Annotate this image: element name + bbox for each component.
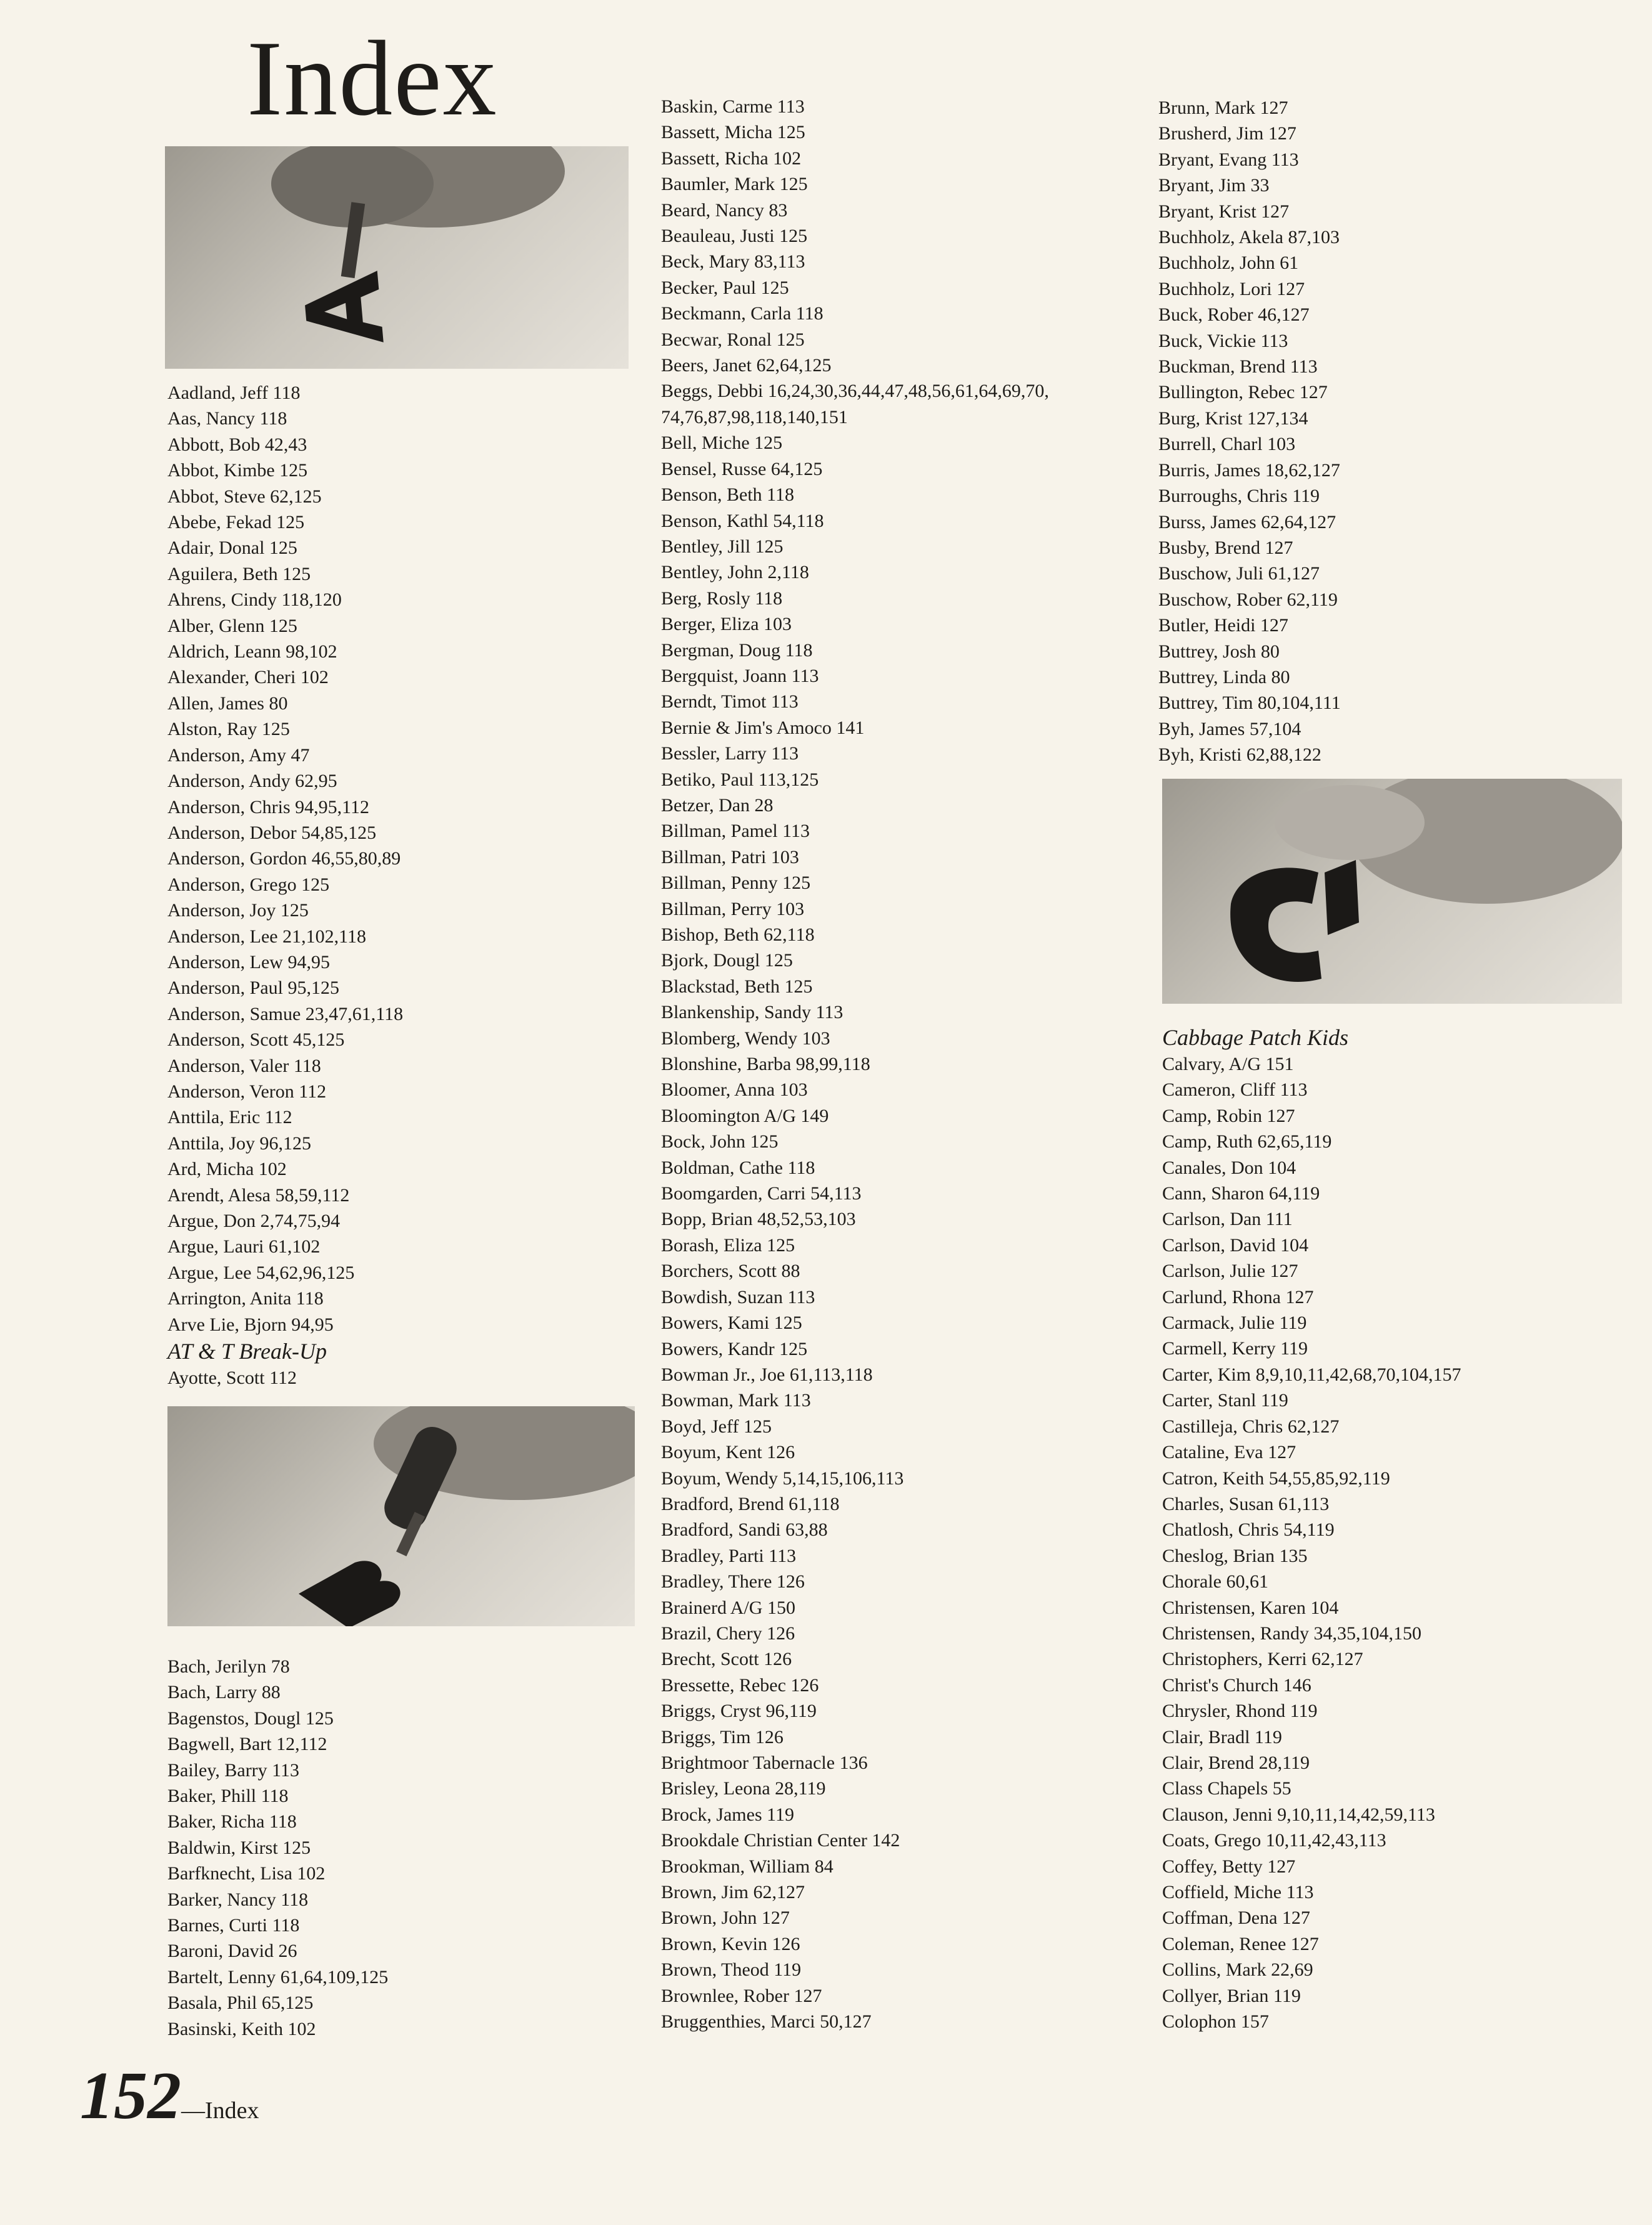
index-entry: Baldwin, Kirst 125: [167, 1837, 311, 1858]
index-entry: Bowdish, Suzan 113: [661, 1286, 815, 1308]
index-entry: Bowers, Kami 125: [661, 1312, 802, 1334]
index-entry: Beard, Nancy 83: [661, 199, 788, 221]
index-entry: Catron, Keith 54,55,85,92,119: [1162, 1468, 1390, 1489]
index-entry: Carlson, David 104: [1162, 1234, 1309, 1256]
index-entry: Clauson, Jenni 9,10,11,14,42,59,113: [1162, 1804, 1435, 1825]
index-entry: Barfknecht, Lisa 102: [167, 1863, 326, 1884]
index-entry: Abbot, Kimbe 125: [167, 460, 308, 481]
index-entry: Class Chapels 55: [1162, 1778, 1291, 1799]
index-entry: Colophon 157: [1162, 2011, 1269, 2032]
index-entry: Burris, James 18,62,127: [1158, 459, 1340, 481]
index-entry: Buck, Vickie 113: [1158, 330, 1288, 351]
index-entry: Beers, Janet 62,64,125: [661, 355, 832, 376]
index-entry: Clair, Bradl 119: [1162, 1726, 1282, 1748]
index-entry: Boomgarden, Carri 54,113: [661, 1183, 862, 1204]
index-entry: Carter, Kim 8,9,10,11,42,68,70,104,157: [1162, 1364, 1461, 1385]
index-entry: Bjork, Dougl 125: [661, 950, 793, 971]
index-entry: Anderson, Lee 21,102,118: [167, 926, 366, 947]
index-entry: Buchholz, Akela 87,103: [1158, 227, 1340, 248]
index-entry: Barnes, Curti 118: [167, 1915, 300, 1936]
index-entry: Bergman, Doug 118: [661, 639, 813, 661]
index-entry: Basala, Phil 65,125: [167, 1992, 314, 2014]
index-entry: Coats, Grego 10,11,42,43,113: [1162, 1830, 1386, 1851]
index-entry: Anderson, Paul 95,125: [167, 978, 339, 999]
index-entry: Anderson, Lew 94,95: [167, 951, 330, 972]
index-entry: Charles, Susan 61,113: [1162, 1493, 1330, 1514]
index-entry: Blonshine, Barba 98,99,118: [661, 1054, 870, 1075]
hand-drawing-c-image: [1162, 779, 1622, 1004]
index-entry: Anderson, Joy 125: [167, 900, 309, 921]
index-entry: Christensen, Randy 34,35,104,150: [1162, 1622, 1421, 1644]
index-entry: Abbott, Bob 42,43: [167, 434, 307, 455]
index-entry: Benson, Kathl 54,118: [661, 510, 824, 531]
index-entry: Aas, Nancy 118: [167, 408, 287, 429]
section-heading: Cabbage Patch Kids: [1162, 1025, 1348, 1050]
index-entry: Burg, Krist 127,134: [1158, 408, 1308, 429]
index-column-2: [661, 94, 1049, 2034]
index-entry: Baker, Richa 118: [167, 1811, 297, 1832]
index-entry: Buck, Rober 46,127: [1158, 304, 1310, 326]
index-entry: Bock, John 125: [661, 1131, 779, 1152]
index-entry: Carmell, Kerry 119: [1162, 1338, 1308, 1359]
folio-label: —Index: [181, 2098, 259, 2124]
index-entry: Baskin, Carme 113: [661, 96, 805, 117]
index-entry: Bowman Jr., Joe 61,113,118: [661, 1364, 873, 1385]
index-entry: Bradley, Parti 113: [661, 1545, 797, 1566]
index-entry: Buschow, Juli 61,127: [1158, 563, 1320, 584]
index-entry: Byh, Kristi 62,88,122: [1158, 744, 1321, 766]
index-entry: Bassett, Richa 102: [661, 148, 802, 169]
index-entry: Cataline, Eva 127: [1162, 1442, 1296, 1463]
index-entry: Bryant, Evang 113: [1158, 149, 1299, 170]
index-entry: Boldman, Cathe 118: [661, 1157, 815, 1178]
index-entry: Collins, Mark 22,69: [1162, 1959, 1313, 1981]
index-entry: Coffey, Betty 127: [1162, 1856, 1296, 1877]
index-entry: Anderson, Amy 47: [167, 744, 310, 766]
index-entry: Butler, Heidi 127: [1158, 615, 1288, 636]
index-entry: Carlund, Rhona 127: [1162, 1286, 1314, 1308]
index-entry: Anderson, Veron 112: [167, 1081, 327, 1102]
index-entry: Cann, Sharon 64,119: [1162, 1183, 1320, 1204]
hand-drawing-b-image: [167, 1406, 635, 1626]
index-entry: Anderson, Samue 23,47,61,118: [167, 1003, 404, 1024]
index-entry: Anderson, Valer 118: [167, 1055, 321, 1076]
index-entry: Bentley, John 2,118: [661, 562, 809, 583]
letter-b-photo: [167, 1406, 635, 1626]
index-entry: Ard, Micha 102: [167, 1159, 287, 1180]
index-entry: Christensen, Karen 104: [1162, 1597, 1339, 1618]
index-entry: Carmack, Julie 119: [1162, 1312, 1307, 1334]
index-entry: Betiko, Paul 113,125: [661, 769, 819, 790]
index-entry: Camp, Robin 127: [1162, 1105, 1295, 1126]
index-entry: Adair, Donal 125: [167, 538, 297, 559]
index-entry: Christ's Church 146: [1162, 1674, 1311, 1696]
index-entry: Betzer, Dan 28: [661, 794, 774, 816]
index-entry: Bentley, Jill 125: [661, 536, 784, 557]
page-folio: [80, 2059, 259, 2133]
index-entry: Chatlosh, Chris 54,119: [1162, 1519, 1335, 1541]
index-entry: Clair, Brend 28,119: [1162, 1752, 1310, 1773]
index-entry: Bagenstos, Dougl 125: [167, 1708, 334, 1729]
index-entry: Brock, James 119: [661, 1804, 795, 1825]
index-column-3: [1158, 95, 1341, 768]
index-entry: Bagwell, Bart 12,112: [167, 1734, 327, 1755]
index-entry: Anderson, Scott 45,125: [167, 1029, 345, 1051]
index-entry: Bessler, Larry 113: [661, 743, 799, 764]
index-entry: Bowman, Mark 113: [661, 1390, 811, 1411]
index-entry: Coleman, Renee 127: [1162, 1933, 1319, 1954]
index-entry: Carter, Stanl 119: [1162, 1390, 1288, 1411]
index-entry: Briggs, Cryst 96,119: [661, 1701, 817, 1722]
index-entry: Brown, John 127: [661, 1908, 790, 1929]
index-entry: Bach, Jerilyn 78: [167, 1656, 290, 1677]
index-entry: Brookdale Christian Center 142: [661, 1830, 900, 1851]
index-entry: Buttrey, Josh 80: [1158, 641, 1280, 662]
index-entry: Anderson, Chris 94,95,112: [167, 796, 370, 818]
index-entry: Buckman, Brend 113: [1158, 356, 1318, 378]
index-entry: Buttrey, Linda 80: [1158, 666, 1290, 688]
index-entry: Borchers, Scott 88: [661, 1261, 800, 1282]
index-entry: Benson, Beth 118: [661, 484, 795, 506]
index-entry: Brownlee, Rober 127: [661, 1985, 822, 2006]
index-entry: Bryant, Jim 33: [1158, 175, 1270, 196]
index-entry: Abebe, Fekad 125: [167, 512, 305, 533]
index-column-1-b: [167, 1654, 388, 2042]
index-entry: Baumler, Mark 125: [661, 174, 808, 195]
index-entry: Blackstad, Beth 125: [661, 976, 813, 997]
index-entry: Burrell, Charl 103: [1158, 434, 1296, 455]
index-entry: Bopp, Brian 48,52,53,103: [661, 1209, 856, 1230]
index-entry: Beckmann, Carla 118: [661, 303, 824, 324]
index-entry: Bradley, There 126: [661, 1571, 805, 1592]
index-entry: Anderson, Andy 62,95: [167, 771, 337, 792]
index-entry: Beck, Mary 83,113: [661, 251, 805, 272]
index-entry: Byh, James 57,104: [1158, 718, 1301, 739]
index-entry: Abbot, Steve 62,125: [167, 486, 322, 507]
index-entry: Bartelt, Lenny 61,64,109,125: [167, 1966, 389, 1988]
index-entry: Bernie & Jim's Amoco 141: [661, 717, 865, 738]
index-entry: Argue, Lee 54,62,96,125: [167, 1262, 355, 1283]
index-entry: Berger, Eliza 103: [661, 614, 792, 635]
index-entry: Bryant, Krist 127: [1158, 201, 1290, 222]
index-entry: Brightmoor Tabernacle 136: [661, 1752, 868, 1773]
index-entry: Buschow, Rober 62,119: [1158, 589, 1338, 610]
index-entry: Bell, Miche 125: [661, 432, 783, 454]
index-entry: Billman, Penny 125: [661, 872, 811, 894]
index-entry: Bishop, Beth 62,118: [661, 924, 815, 945]
index-entry: Arve Lie, Bjorn 94,95: [167, 1314, 334, 1335]
index-entry: Chorale 60,61: [1162, 1571, 1268, 1592]
index-entry: Bensel, Russe 64,125: [661, 458, 823, 479]
hand-drawing-a-image: [165, 146, 629, 369]
index-entry: Basinski, Keith 102: [167, 2018, 316, 2039]
index-column-1: [167, 380, 403, 1391]
letter-c-photo: [1162, 779, 1622, 1004]
index-entry: Brecht, Scott 126: [661, 1649, 792, 1670]
index-entry: Brown, Theod 119: [661, 1959, 802, 1981]
index-entry: Canales, Don 104: [1162, 1157, 1296, 1178]
index-entry: Boyd, Jeff 125: [661, 1416, 772, 1437]
index-entry: Bassett, Micha 125: [661, 122, 805, 143]
index-entry: Carlson, Julie 127: [1162, 1261, 1298, 1282]
index-entry: Brown, Jim 62,127: [661, 1882, 805, 1903]
index-entry: Ayotte, Scott 112: [167, 1368, 297, 1389]
index-entry: Anttila, Eric 112: [167, 1107, 292, 1128]
index-entry: Burroughs, Chris 119: [1158, 486, 1320, 507]
index-entry: Aldrich, Leann 98,102: [167, 641, 337, 662]
index-entry: Anderson, Debor 54,85,125: [167, 822, 377, 843]
index-entry: Christophers, Kerri 62,127: [1162, 1649, 1363, 1670]
index-entry: Coffield, Miche 113: [1162, 1882, 1314, 1902]
index-entry: Brookman, William 84: [661, 1856, 833, 1877]
letter-a-photo: [165, 146, 629, 369]
section-heading: AT & T Break-Up: [167, 1339, 327, 1364]
index-entry: Aadland, Jeff 118: [167, 382, 301, 403]
index-entry: Bullington, Rebec 127: [1158, 382, 1328, 403]
index-entry: Becker, Paul 125: [661, 277, 789, 298]
index-entry: Becwar, Ronal 125: [661, 329, 805, 350]
index-entry: Berndt, Timot 113: [661, 691, 799, 712]
index-entry: Anderson, Gordon 46,55,80,89: [167, 848, 401, 869]
index-entry: Anttila, Joy 96,125: [167, 1132, 311, 1154]
index-entry: Brown, Kevin 126: [661, 1933, 800, 1954]
index-entry: Buttrey, Tim 80,104,111: [1158, 692, 1341, 714]
index-entry: Brunn, Mark 127: [1158, 98, 1288, 118]
index-entry: Berg, Rosly 118: [661, 588, 783, 609]
index-entry: Ahrens, Cindy 118,120: [167, 589, 342, 611]
index-entry: Billman, Patri 103: [661, 846, 799, 868]
index-entry: Burss, James 62,64,127: [1158, 511, 1336, 532]
index-entry: Calvary, A/G 151: [1162, 1054, 1294, 1074]
index-entry: Brisley, Leona 28,119: [661, 1778, 826, 1799]
index-entry: Beggs, Debbi 16,24,30,36,44,47,48,56,61,64,69,70,: [661, 381, 1049, 402]
index-entry: Barker, Nancy 118: [167, 1889, 309, 1910]
index-entry: Bruggenthies, Marci 50,127: [661, 2011, 872, 2032]
index-entry: Coffman, Dena 127: [1162, 1908, 1310, 1929]
index-entry: Aguilera, Beth 125: [167, 563, 311, 584]
index-entry: Borash, Eliza 125: [661, 1234, 795, 1256]
index-entry: Brainerd A/G 150: [661, 1597, 795, 1618]
index-entry: Briggs, Tim 126: [661, 1726, 784, 1748]
index-entry: Anderson, Grego 125: [167, 874, 330, 895]
page-number: 152: [80, 2059, 181, 2133]
index-entry: 74,76,87,98,118,140,151: [661, 406, 848, 428]
index-entry: Arendt, Alesa 58,59,112: [167, 1184, 350, 1206]
index-entry: Brusherd, Jim 127: [1158, 123, 1296, 144]
index-entry: Bradford, Brend 61,118: [661, 1493, 840, 1514]
index-entry: Collyer, Brian 119: [1162, 1985, 1301, 2006]
page-title: Index: [247, 19, 498, 138]
index-entry: Carlson, Dan 111: [1162, 1209, 1293, 1230]
index-entry: Bach, Larry 88: [167, 1682, 281, 1703]
index-entry: Alston, Ray 125: [167, 719, 290, 740]
index-entry: Cameron, Cliff 113: [1162, 1079, 1308, 1101]
index-entry: Bailey, Barry 113: [167, 1759, 300, 1781]
index-entry: Camp, Ruth 62,65,119: [1162, 1131, 1332, 1152]
index-entry: Bergquist, Joann 113: [661, 665, 819, 686]
index-entry: Allen, James 80: [167, 692, 288, 714]
index-entry: Blomberg, Wendy 103: [661, 1028, 830, 1049]
index-entry: Blankenship, Sandy 113: [661, 1002, 843, 1023]
index-entry: Alexander, Cheri 102: [167, 667, 329, 688]
index-entry: Castilleja, Chris 62,127: [1162, 1416, 1340, 1437]
index-entry: Bloomington A/G 149: [661, 1105, 829, 1126]
index-entry: Arrington, Anita 118: [167, 1288, 324, 1309]
index-entry: Bowers, Kandr 125: [661, 1338, 808, 1359]
index-entry: Brazil, Chery 126: [661, 1622, 795, 1644]
index-entry: Billman, Perry 103: [661, 898, 805, 919]
index-entry: Alber, Glenn 125: [167, 615, 297, 636]
index-entry: Boyum, Kent 126: [661, 1442, 795, 1463]
index-entry: Bloomer, Anna 103: [661, 1079, 808, 1101]
index-entry: Buchholz, Lori 127: [1158, 278, 1305, 299]
index-entry: Baroni, David 26: [167, 1941, 297, 1962]
index-entry: Bradford, Sandi 63,88: [661, 1519, 828, 1541]
index-entry: Boyum, Wendy 5,14,15,106,113: [661, 1468, 904, 1489]
index-entry: Busby, Brend 127: [1158, 537, 1293, 558]
index-entry: Billman, Pamel 113: [661, 821, 810, 842]
index-column-3-c: [1162, 1024, 1461, 2034]
index-entry: Beauleau, Justi 125: [661, 226, 808, 247]
index-entry: Chrysler, Rhond 119: [1162, 1701, 1318, 1722]
index-entry: Cheslog, Brian 135: [1162, 1545, 1308, 1566]
index-entry: Baker, Phill 118: [167, 1786, 289, 1807]
index-entry: Bressette, Rebec 126: [661, 1674, 819, 1696]
index-entry: Buchholz, John 61: [1158, 252, 1299, 274]
index-entry: Argue, Don 2,74,75,94: [167, 1211, 341, 1231]
index-entry: Argue, Lauri 61,102: [167, 1236, 321, 1258]
